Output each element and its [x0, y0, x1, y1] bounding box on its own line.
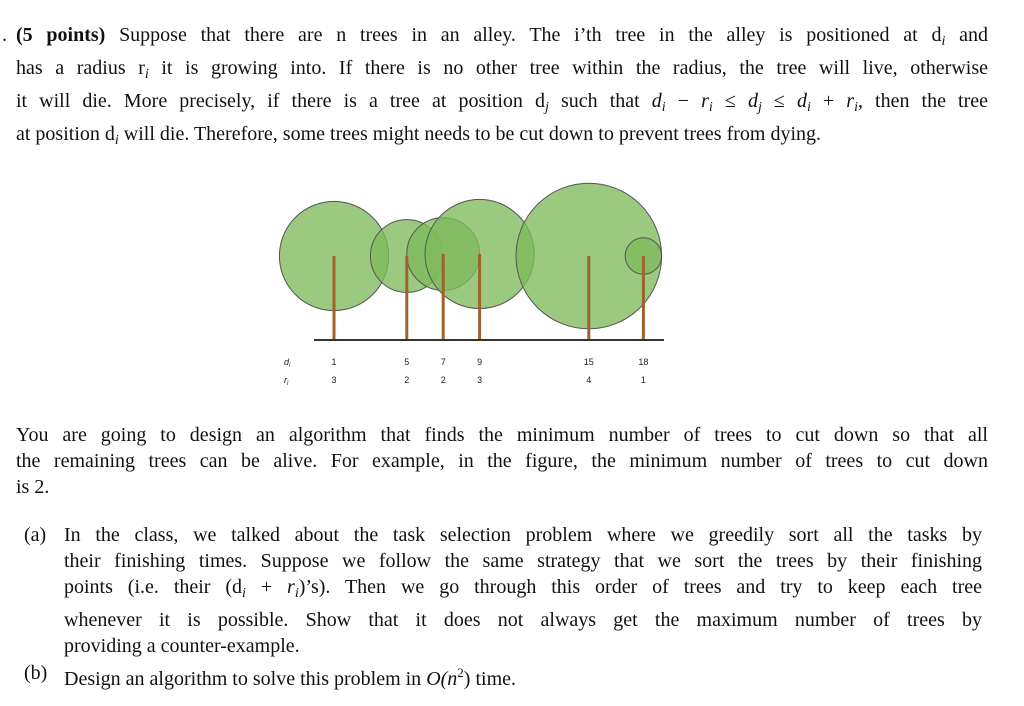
tree-d-label-1: 1	[331, 357, 337, 367]
tree-r-label-4: 3	[477, 375, 483, 385]
task-line-1: You are going to design an algorithm that finds the minimum number of trees to cut down so that all	[16, 424, 988, 446]
tree-canopies	[279, 183, 661, 329]
d-row-label: $d_i$	[284, 357, 291, 369]
statement-line-3: it will die. More precisely, if there is a tree at position $d_j$ such that $d_i - r_i \le d_j \le d_i + r_i$, then the tree	[16, 90, 989, 115]
r-values	[331, 375, 645, 385]
d-values	[331, 357, 648, 367]
tree-d-label-6: 18	[638, 357, 649, 367]
r-row-label: $r_i$	[284, 375, 289, 387]
task-line-3: is 2.	[16, 476, 50, 498]
tree-d-label-4: 9	[477, 357, 483, 367]
tree-d-label-5: 15	[583, 357, 594, 367]
points-label: (5 points)	[16, 24, 106, 46]
tree-r-label-2: 2	[404, 375, 410, 385]
statement-line-2: has a radius $r_i$ it is growing into. If there is no other tree within the radius, the tree will live, otherwise	[16, 57, 989, 82]
tree-r-label-3: 2	[440, 375, 446, 385]
part-a-body: In the class, we talked about the task selection problem where we greedily sort all the tasks by their finishing times. Suppose we follow the same strategy that we sort the trees by their finishing points (i.e. their ($d_i$ + $r_i)’s$). Then we go through this order of trees and try to keep each tree whenever it is possible. Show that it does not always get the maximum number of trees by providing a counter-example.	[64, 524, 982, 657]
task-line-2: the remaining trees can be alive. For example, in the figure, the minimum number of trees to cut down	[16, 450, 988, 472]
tree-d-label-3: 7	[440, 357, 446, 367]
statement-line-1: . (5 points) Suppose that there are n trees in an alley. The i’th tree in the alley is positioned at $d_i$ and	[2, 24, 988, 49]
problem-statement	[2, 22, 989, 154]
statement-line-4: at position $d_i$ will die. Therefore, some trees might needs to be cut down to prevent trees from dying.	[16, 123, 821, 148]
tree-r-label-6: 1	[640, 375, 646, 385]
tree-d-label-2: 5	[404, 357, 410, 367]
task-description	[16, 422, 988, 500]
tree-r-label-1: 3	[331, 375, 337, 385]
part-b-body: Design an algorithm to solve this problem in $O(n^2)$ time.	[64, 665, 517, 690]
part-b-tag: (b)	[24, 662, 48, 684]
tree-alley-figure	[260, 172, 680, 392]
tree-r-label-5: 4	[586, 375, 592, 385]
part-a-tag: (a)	[24, 524, 47, 546]
